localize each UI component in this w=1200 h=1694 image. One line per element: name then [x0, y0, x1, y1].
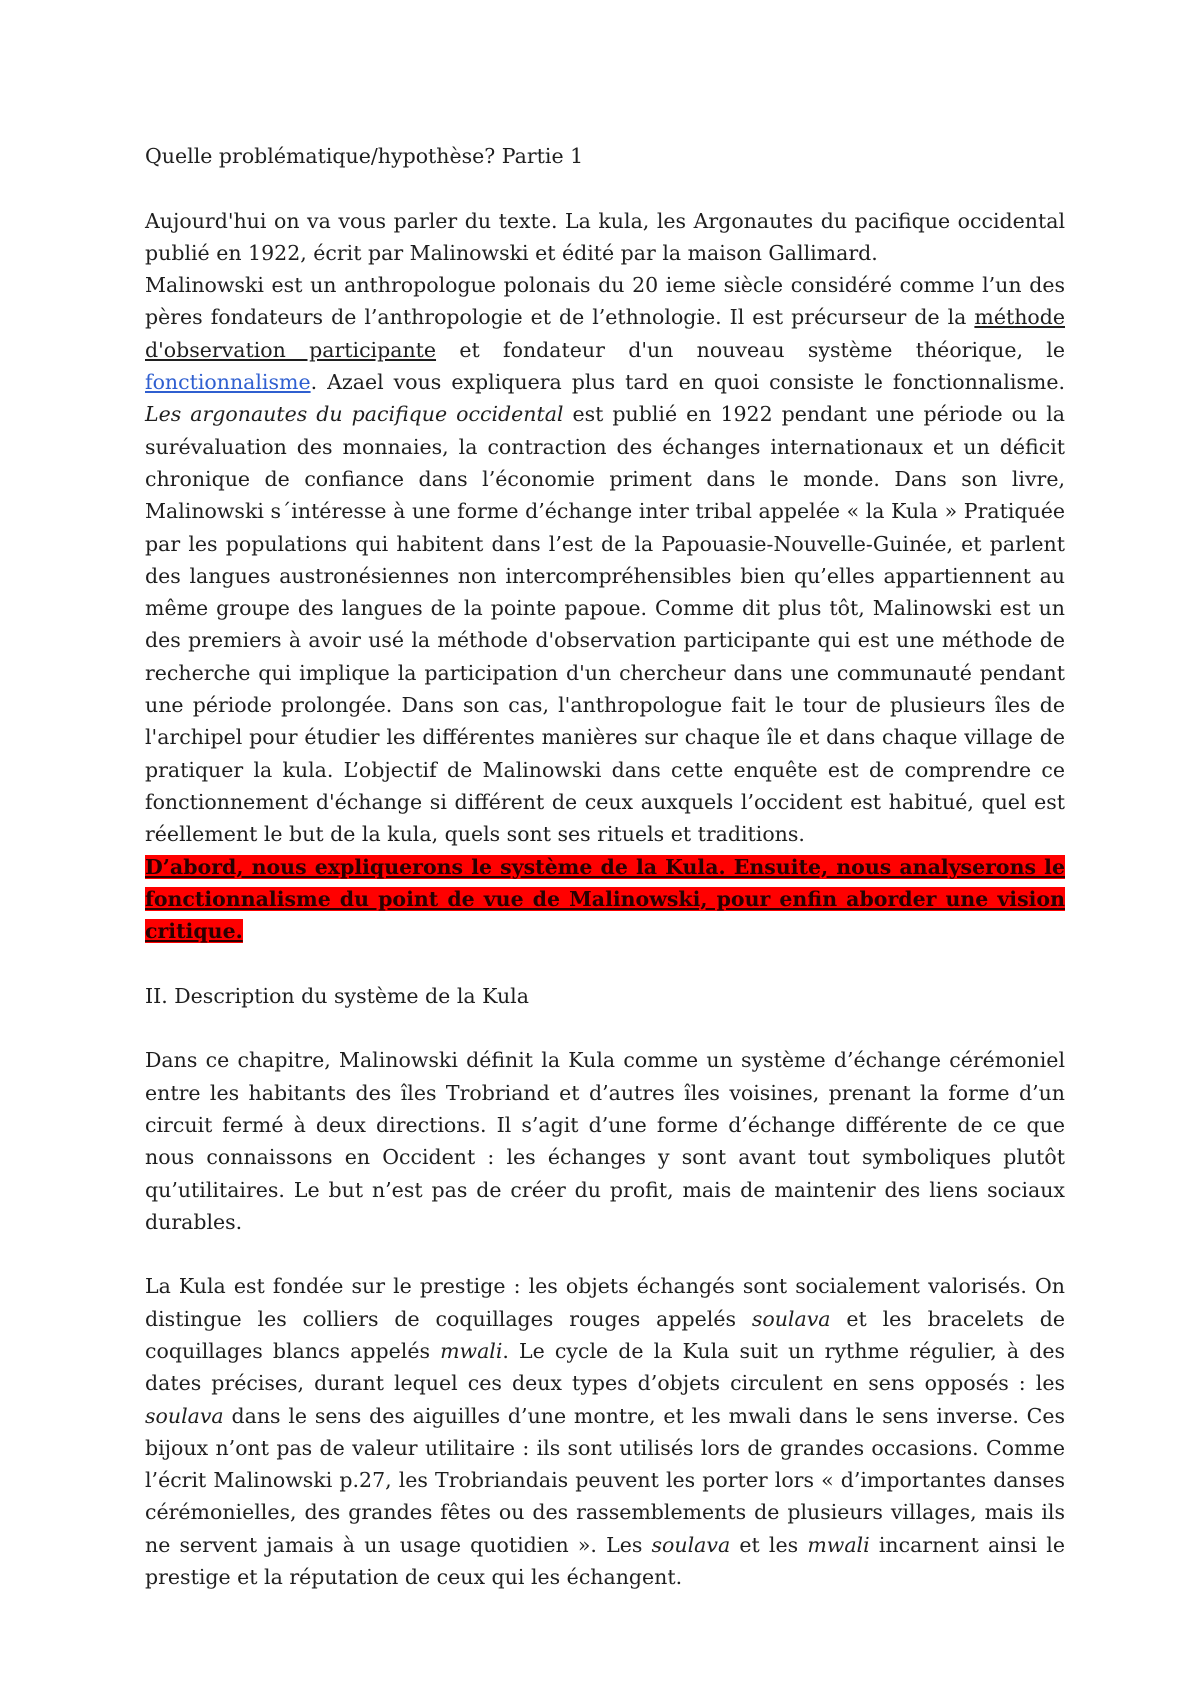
p2-text-f: incarnent ainsi le prestige et la réputation de ceux qui les échangent.: [145, 1532, 1065, 1590]
term-soulava: soulava: [145, 1403, 224, 1428]
p2-text-c: . Le cycle de la Kula suit un rythme régulier, à des dates précises, durant lequel ces deux types d’objets circulent en sens opposés : les: [145, 1338, 1065, 1396]
kula-paragraph-2: [145, 1270, 1065, 1593]
term-mwali: mwali: [440, 1338, 503, 1363]
blank-line: [145, 1238, 1065, 1270]
p2-text-a: La Kula est fondée sur le prestige : les objets échangés sont socialement valorisés. On distingue les colliers de coquillages rouges appelés: [145, 1274, 1065, 1331]
term-mwali: mwali: [807, 1532, 870, 1557]
intro-sentence: Aujourd'hui on va vous parler du texte. La kula, les Argonautes du pacifique occidental publié en 1922, écrit par Malinowski et édité par la maison Gallimard.: [145, 208, 1065, 265]
blank-line: [145, 1012, 1065, 1044]
section-heading-1: Quelle problématique/hypothèse? Partie 1: [145, 144, 584, 168]
section-heading-2: II. Description du système de la Kula: [145, 983, 529, 1008]
book-title: Les argonautes du pacifique occidental: [145, 402, 564, 427]
term-soulava: soulava: [651, 1532, 731, 1557]
highlighted-plan: [145, 851, 1065, 948]
method-link[interactable]: méthode d'observation participante: [145, 305, 1065, 362]
intro-paragraph: [145, 269, 1065, 850]
highlighted-plan-text: D’abord, nous expliquerons le système de la Kula. Ensuite, nous analyserons le fonctionnalisme du point de vue de Malinowski, pour enfin aborder une vision critique.: [145, 854, 1065, 944]
p2-text-b: et les bracelets de coquillages blancs appelés: [145, 1306, 1066, 1363]
fonctionnalisme-link[interactable]: fonctionnalisme: [145, 370, 311, 395]
intro-text-b: et fondateur d'un nouveau système théorique, le: [436, 337, 1065, 362]
p2-text-d: dans le sens des aiguilles d’une montre, et les mwali dans le sens inverse. Ces bijoux n’ont pas de valeur utilitaire : ils sont utilisés lors de grandes occasions. Comme l’écrit Malinowski p.27, les Trobriandais peuvent les porter lors « d’importantes danses cérémonielles, des grandes fêtes ou des rassemblements de plusieurs villages, mais ils ne servent jamais à un usage quotidien ». Les: [145, 1403, 1065, 1557]
intro-text-c: . Azael vous expliquera plus tard en quoi consiste le fonctionnalisme.: [310, 370, 1065, 395]
intro-text-a: Malinowski est un anthropologue polonais du 20 ieme siècle considéré comme l’un des pères fondateurs de l’anthropologie et de l’ethnologie. Il est précurseur de la: [145, 273, 1065, 330]
term-soulava: soulava: [751, 1306, 831, 1331]
blank-line: [145, 172, 1065, 204]
kula-paragraph-1: Dans ce chapitre, Malinowski définit la Kula comme un système d’échange cérémoniel entre les habitants des îles Trobriand et d’autres îles voisines, prenant la forme d’un circuit fermé à deux directions. Il s’agit d’une forme d’échange différente de ce que nous connaissons en Occident : les échanges y sont avant tout symboliques plutôt qu’utilitaires. Le but n’est pas de créer du profit, mais de maintenir des liens sociaux durables.: [145, 1048, 1065, 1234]
intro-text-d: est publié en 1922 pendant une période ou la surévaluation des monnaies, la contraction des échanges internationaux et un déficit chronique de confiance dans l’économie priment dans le monde. Dans son livre, Malinowski s´intéresse à une forme d’échange inter tribal appelée « la Kula » Pratiquée par les populations qui habitent dans l’est de la Papouasie-Nouvelle-Guinée, et parlent des langues austronésiennes non intercompréhensibles bien qu’elles appartiennent au même groupe des langues de la pointe papoue. Comme dit plus tôt, Malinowski est un des premiers à avoir usé la méthode d'observation participante qui est une méthode de recherche qui implique la participation d'un chercheur dans une communauté pendant une période prolongée. Dans son cas, l'anthropologue fait le tour de plusieurs îles de l'archipel pour étudier les différentes manières sur chaque île et dans chaque village de pratiquer la kula. L’objectif de Malinowski dans cette enquête est de comprendre ce fonctionnement d'échange si différent de ceux auxquels l’occident est habitué, quel est réellement le but de la kula, quels sont ses rituels et traditions.: [145, 402, 1065, 847]
p2-text-e: et les: [730, 1532, 808, 1557]
document-page: [145, 140, 1065, 1593]
blank-line: [145, 947, 1065, 979]
